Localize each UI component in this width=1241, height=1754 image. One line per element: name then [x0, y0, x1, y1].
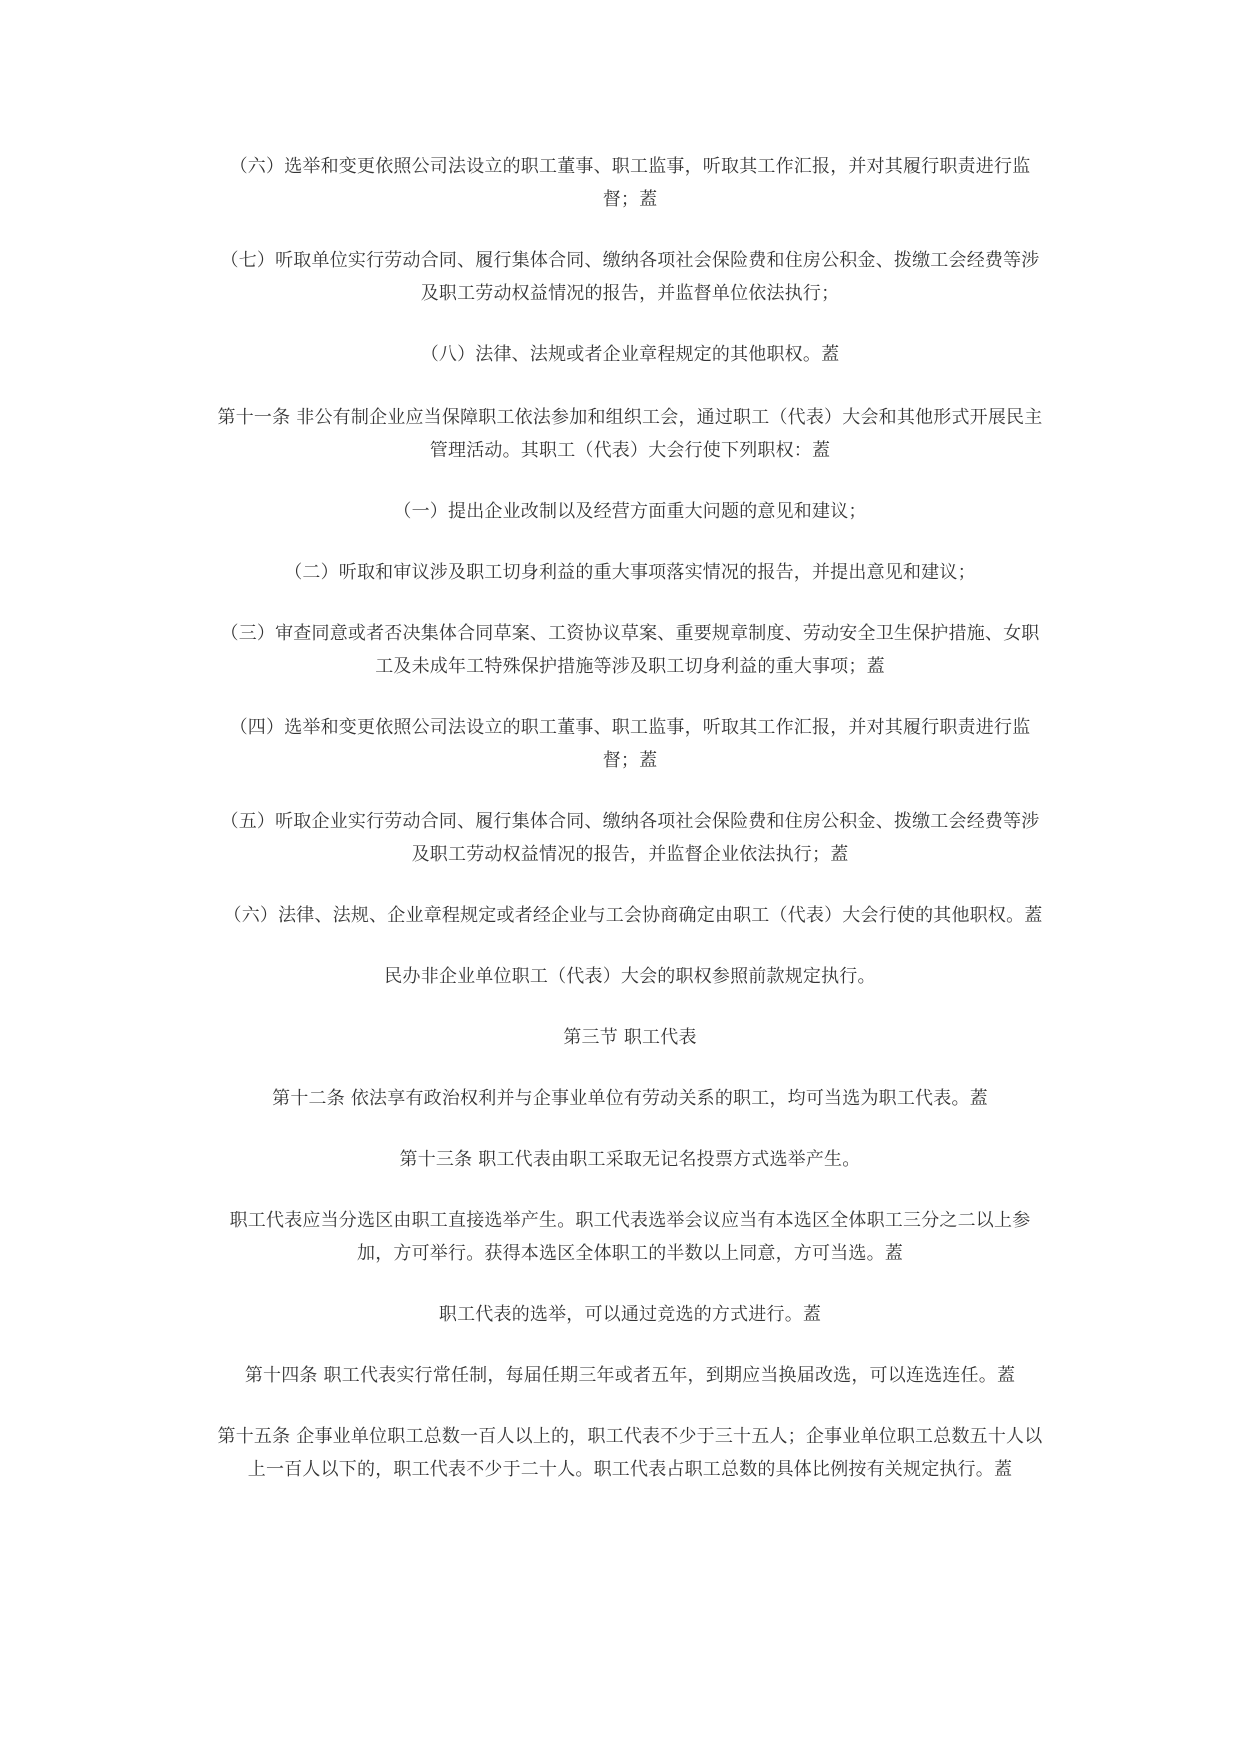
- paragraph-item-6-other-powers: （六）法律、法规、企业章程规定或者经企业与工会协商确定由职工（代表）大会行使的其他职权。蓋: [223, 905, 1043, 926]
- paragraph-article-15: 第十五条 企事业单位职工总数一百人以上的，职工代表不少于三十五人；企事业单位职工总数五十人以上一百人以下的，职工代表不少于二十人。职工代表占职工总数的具体比例按有关规定执行。蓋: [217, 1426, 1043, 1480]
- paragraph-private-non-enterprise: 民办非企业单位职工（代表）大会的职权参照前款规定执行。: [384, 966, 876, 987]
- paragraph-article-11: 第十一条 非公有制企业应当保障职工依法参加和组织工会，通过职工（代表）大会和其他形式开展民主管理活动。其职工（代表）大会行使下列职权：蓋: [217, 407, 1043, 461]
- paragraph-competitive-election: 职工代表的选举，可以通过竞选的方式进行。蓋: [438, 1304, 822, 1325]
- paragraph-item-4-elect: （四）选举和变更依照公司法设立的职工董事、职工监事，听取其工作汇报，并对其履行职责进行监督；蓋: [229, 717, 1031, 771]
- paragraph-item-8-other-powers: （八）法律、法规或者企业章程规定的其他职权。蓋: [420, 344, 840, 365]
- paragraph-article-14: 第十四条 职工代表实行常任制，每届任期三年或者五年，到期应当换届改选，可以连选连任。蓋: [244, 1365, 1016, 1386]
- paragraph-article-12: 第十二条 依法享有政治权利并与企事业单位有劳动关系的职工，均可当选为职工代表。蓋: [272, 1088, 988, 1109]
- paragraph-election-by-district: 职工代表应当分选区由职工直接选举产生。职工代表选举会议应当有本选区全体职工三分之二以上参加，方可举行。获得本选区全体职工的半数以上同意，方可当选。蓋: [229, 1210, 1031, 1264]
- paragraph-article-13: 第十三条 职工代表由职工采取无记名投票方式选举产生。: [399, 1149, 861, 1170]
- paragraph-item-1-suggestions: （一）提出企业改制以及经营方面重大问题的意见和建议；: [393, 501, 867, 522]
- paragraph-item-5-labor-rights: （五）听取企业实行劳动合同、履行集体合同、缴纳各项社会保险费和住房公积金、拨缴工会经费等涉及职工劳动权益情况的报告，并监督企业依法执行；蓋: [220, 811, 1040, 865]
- paragraph-item-7-labor-contracts: （七）听取单位实行劳动合同、履行集体合同、缴纳各项社会保险费和住房公积金、拨缴工会经费等涉及职工劳动权益情况的报告，并监督单位依法执行；: [220, 250, 1040, 304]
- paragraph-item-6-workers-directors: （六）选举和变更依照公司法设立的职工董事、职工监事，听取其工作汇报，并对其履行职责进行监督；蓋: [229, 156, 1031, 210]
- paragraph-item-2-review: （二）听取和审议涉及职工切身利益的重大事项落实情况的报告，并提出意见和建议；: [284, 562, 976, 583]
- section-heading-3: 第三节 职工代表: [563, 1027, 697, 1048]
- paragraph-item-3-approve: （三）审查同意或者否决集体合同草案、工资协议草案、重要规章制度、劳动安全卫生保护措施、女职工及未成年工特殊保护措施等涉及职工切身利益的重大事项；蓋: [220, 623, 1040, 677]
